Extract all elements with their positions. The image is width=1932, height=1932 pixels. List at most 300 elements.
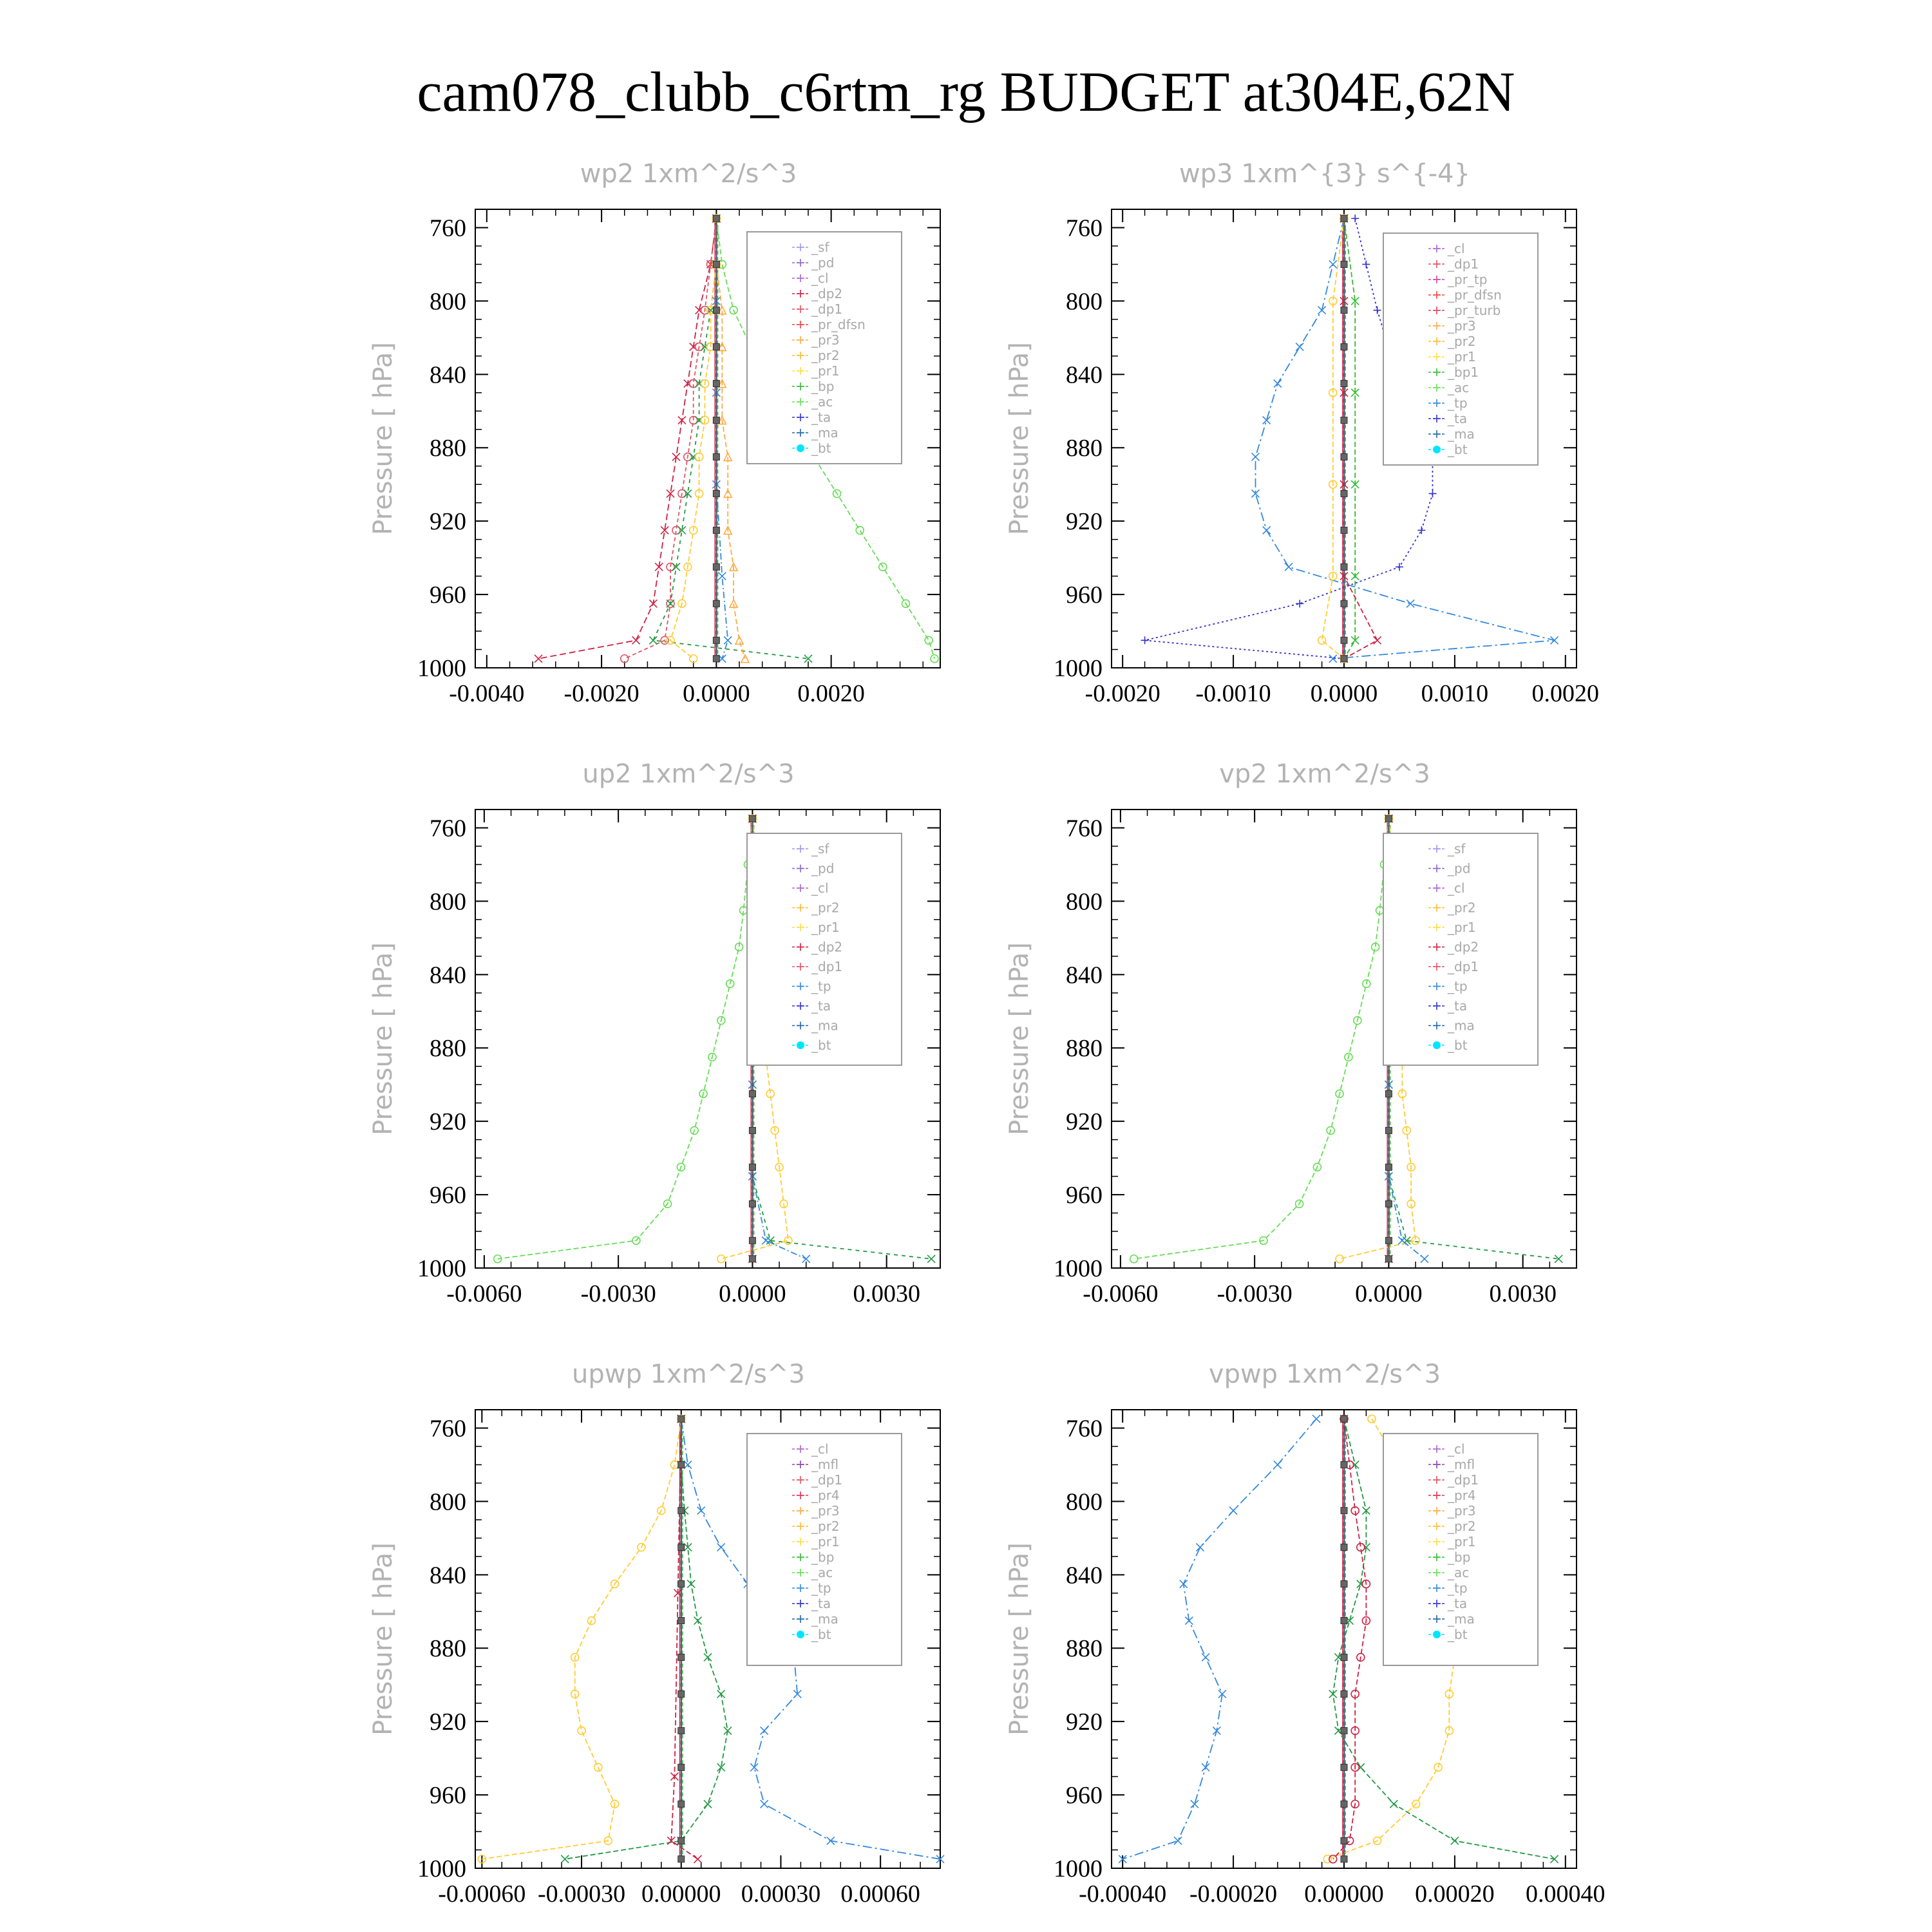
- data-point: [621, 655, 629, 663]
- series-line: [538, 218, 716, 659]
- series-dp1: [494, 815, 757, 1263]
- legend-label: _ma: [811, 425, 838, 440]
- legend: [1383, 833, 1538, 1065]
- series-line: [625, 218, 717, 659]
- data-point: [1318, 307, 1326, 314]
- series-bp: [561, 1415, 732, 1863]
- legend-label: _pr_tp: [1448, 272, 1488, 287]
- legend: [747, 1434, 902, 1665]
- data-point: [1406, 600, 1414, 607]
- series-dp1: [1130, 815, 1393, 1263]
- legend-marker: [797, 444, 804, 452]
- legend-label: _ma: [1448, 1018, 1475, 1034]
- legend-label: _ta: [1448, 1596, 1468, 1611]
- data-point: [1341, 417, 1347, 424]
- data-point: [1263, 417, 1271, 424]
- data-point: [749, 1090, 755, 1097]
- legend-label: _ma: [1448, 1611, 1475, 1627]
- legend-label: _ta: [811, 998, 831, 1014]
- data-point: [1336, 1255, 1343, 1263]
- x-tick-label: -0.00030: [537, 1880, 626, 1908]
- legend-label: _pr2: [811, 348, 840, 363]
- legend-label: _dp1: [811, 959, 843, 974]
- series-dp1: [1340, 214, 1381, 663]
- x-tick-label: 0.00000: [641, 1880, 721, 1908]
- y-tick-label: 960: [1066, 1782, 1103, 1810]
- data-point: [678, 1618, 685, 1624]
- y-tick-label: 880: [430, 1035, 466, 1063]
- data-point: [1351, 214, 1359, 222]
- x-tick-label: -0.0040: [449, 680, 525, 707]
- legend-label: _sf: [811, 841, 829, 857]
- data-point: [667, 600, 674, 607]
- data-point: [713, 215, 719, 222]
- data-point: [1251, 453, 1259, 460]
- data-point: [704, 1800, 712, 1808]
- legend-label: _mfl: [1448, 1457, 1475, 1472]
- data-point: [761, 1727, 768, 1734]
- data-point: [927, 1255, 935, 1263]
- data-point: [749, 1164, 755, 1170]
- series-bt: [1341, 215, 1347, 662]
- legend-label: _ma: [1448, 426, 1475, 442]
- legend-label: _bt: [811, 1037, 831, 1053]
- data-point: [704, 1653, 712, 1661]
- series-bt: [678, 1416, 685, 1862]
- y-tick-label: 960: [1066, 1182, 1103, 1209]
- legend-label: _pr1: [1448, 349, 1476, 365]
- data-point: [678, 1837, 685, 1844]
- legend-label: _tp: [811, 978, 831, 994]
- y-tick-label: 840: [430, 361, 466, 389]
- data-point: [1341, 215, 1347, 222]
- data-point: [1341, 1654, 1347, 1660]
- legend-label: _cl: [1448, 1441, 1465, 1457]
- legend-label: _tp: [1448, 978, 1468, 994]
- data-point: [802, 1255, 810, 1263]
- legend-label: _dp1: [811, 301, 843, 317]
- y-tick-label: 1000: [1054, 1255, 1103, 1282]
- data-point: [678, 1764, 685, 1770]
- data-point: [718, 573, 726, 580]
- data-point: [1417, 526, 1425, 534]
- y-tick-label: 880: [430, 435, 466, 462]
- y-tick-label: 800: [1066, 1488, 1103, 1516]
- data-point: [1296, 343, 1303, 351]
- y-tick-label: 800: [1066, 888, 1103, 916]
- legend-label: _ac: [811, 1565, 833, 1580]
- y-tick-label: 960: [430, 1782, 466, 1810]
- y-tick-label: 920: [430, 1709, 466, 1736]
- data-point: [1385, 815, 1392, 822]
- data-point: [750, 1763, 758, 1771]
- legend-label: _pr1: [811, 1534, 840, 1549]
- legend-label: _dp1: [811, 1472, 843, 1488]
- panel-upwp: [368, 1359, 944, 1908]
- panel-title: upwp 1xm^2/s^3: [572, 1359, 805, 1389]
- legend-marker: [1433, 1631, 1441, 1638]
- y-tick-label: 880: [1066, 435, 1103, 462]
- y-tick-label: 800: [430, 288, 466, 316]
- y-tick-label: 960: [430, 1182, 466, 1209]
- y-tick-label: 800: [430, 888, 466, 916]
- legend-label: _ac: [1448, 380, 1470, 395]
- data-point: [1229, 1507, 1237, 1515]
- x-tick-label: 0.0000: [683, 680, 750, 707]
- legend-label: _pr2: [1448, 334, 1476, 349]
- data-point: [1341, 1690, 1347, 1697]
- x-tick-label: -0.0020: [564, 680, 639, 707]
- series-line: [671, 1419, 697, 1859]
- legend-label: _bp: [811, 379, 835, 394]
- data-point: [713, 344, 719, 350]
- data-point: [678, 1544, 685, 1551]
- legend-label: _bp: [811, 1549, 835, 1565]
- y-axis-label: Pressure [ hPa]: [368, 1542, 398, 1736]
- data-point: [678, 1416, 685, 1422]
- legend-marker: [797, 1631, 804, 1638]
- legend-label: _pr3: [811, 332, 840, 348]
- legend-label: _pd: [811, 860, 835, 876]
- legend-label: _ta: [1448, 998, 1468, 1014]
- data-point: [713, 417, 719, 424]
- legend-label: _cl: [811, 1441, 829, 1457]
- data-point: [632, 636, 640, 644]
- legend-marker: [1433, 446, 1441, 453]
- data-point: [1385, 1090, 1392, 1097]
- legend-label: _pr2: [1448, 1519, 1476, 1534]
- y-axis-label: Pressure [ hPa]: [368, 342, 398, 535]
- series-line: [498, 819, 753, 1259]
- x-tick-label: -0.00020: [1189, 1880, 1278, 1908]
- y-tick-label: 760: [1066, 214, 1103, 242]
- data-point: [749, 1127, 755, 1133]
- data-point: [678, 1508, 685, 1514]
- data-point: [1341, 1461, 1347, 1468]
- data-point: [678, 1654, 685, 1660]
- series-dp1: [667, 1415, 701, 1863]
- legend-label: _bt: [1448, 1037, 1468, 1053]
- legend-label: _pr3: [811, 1503, 840, 1519]
- data-point: [1274, 1461, 1282, 1468]
- legend-label: _bt: [1448, 1627, 1468, 1642]
- legend-label: _ma: [811, 1611, 838, 1627]
- data-point: [649, 636, 657, 644]
- y-tick-label: 1000: [417, 1255, 466, 1282]
- data-point: [717, 1544, 725, 1551]
- panel-wp3: [1005, 159, 1599, 707]
- data-point: [1396, 563, 1403, 571]
- y-tick-label: 1000: [1054, 655, 1103, 682]
- legend-label: _dp2: [811, 286, 843, 301]
- legend-label: _ma: [811, 1018, 838, 1034]
- data-point: [925, 636, 933, 644]
- legend-label: _bt: [811, 1627, 831, 1642]
- legend-label: _ac: [811, 394, 833, 410]
- legend-marker: [1433, 1041, 1441, 1049]
- series-line: [565, 1419, 728, 1859]
- legend-label: _pd: [1448, 860, 1471, 876]
- data-point: [1390, 1800, 1397, 1808]
- legend: [747, 833, 902, 1065]
- data-point: [1341, 1618, 1347, 1624]
- legend-label: _pr2: [811, 900, 840, 916]
- series-dp1: [1329, 1415, 1370, 1863]
- data-point: [1341, 307, 1347, 314]
- data-point: [1341, 1801, 1347, 1807]
- y-axis-label: Pressure [ hPa]: [368, 942, 398, 1135]
- legend-label: _cl: [1448, 880, 1465, 896]
- data-point: [1341, 600, 1347, 607]
- x-tick-label: -0.00040: [1079, 1880, 1167, 1908]
- series-line: [1344, 218, 1378, 659]
- data-point: [678, 1690, 685, 1697]
- data-point: [713, 261, 719, 267]
- legend-label: _tp: [1448, 1580, 1468, 1596]
- legend-label: _pr1: [811, 920, 840, 935]
- legend-label: _pr1: [811, 363, 840, 379]
- legend-label: _pr1: [1448, 920, 1476, 935]
- y-axis-label: Pressure [ hPa]: [1005, 1542, 1034, 1736]
- legend-marker: [797, 1041, 804, 1049]
- y-tick-label: 840: [1066, 961, 1103, 989]
- y-tick-label: 800: [430, 1488, 466, 1516]
- y-tick-label: 960: [430, 582, 466, 609]
- panel-up2: [368, 759, 940, 1307]
- data-point: [1341, 1508, 1347, 1514]
- series-tp: [1119, 1415, 1320, 1863]
- data-point: [1191, 1800, 1198, 1808]
- data-point: [1285, 563, 1293, 571]
- data-point: [1374, 307, 1381, 314]
- y-tick-label: 1000: [417, 1855, 466, 1882]
- y-tick-label: 920: [430, 1108, 466, 1136]
- legend-label: _cl: [1448, 241, 1465, 256]
- data-point: [1341, 381, 1347, 387]
- panel-title: up2 1xm^2/s^3: [582, 759, 795, 789]
- legend-label: _pr1: [1448, 1534, 1476, 1549]
- x-tick-label: 0.0010: [1421, 680, 1489, 707]
- legend-label: _bp1: [1448, 365, 1479, 380]
- data-point: [678, 1856, 685, 1862]
- data-point: [1341, 656, 1347, 662]
- y-tick-label: 1000: [1054, 1855, 1103, 1882]
- data-point: [1341, 453, 1347, 460]
- data-point: [713, 600, 719, 607]
- data-point: [1429, 489, 1437, 497]
- panel-title: vp2 1xm^2/s^3: [1219, 759, 1430, 789]
- data-point: [1341, 344, 1347, 350]
- legend-label: _sf: [1448, 841, 1466, 857]
- panel-vp2: [1005, 759, 1577, 1307]
- x-tick-label: -0.0020: [1084, 680, 1160, 707]
- data-point: [1385, 1127, 1392, 1133]
- y-tick-label: 760: [430, 1415, 466, 1443]
- y-tick-label: 880: [1066, 1635, 1103, 1663]
- series-line: [482, 1419, 681, 1859]
- y-tick-label: 880: [430, 1635, 466, 1663]
- legend-label: _pr_dfsn: [811, 317, 866, 332]
- series-bt: [1341, 1416, 1347, 1862]
- data-point: [762, 1236, 770, 1244]
- data-point: [713, 637, 719, 643]
- data-point: [678, 1727, 685, 1734]
- data-point: [1551, 636, 1558, 644]
- legend-label: _ta: [1448, 411, 1468, 426]
- data-point: [1341, 261, 1347, 267]
- data-point: [724, 636, 732, 644]
- data-point: [1341, 564, 1347, 570]
- y-tick-label: 760: [1066, 1415, 1103, 1443]
- x-tick-label: 0.00020: [1415, 1880, 1495, 1908]
- legend-label: _bp: [1448, 1549, 1471, 1565]
- y-tick-label: 840: [430, 961, 466, 989]
- data-point: [856, 526, 864, 534]
- data-point: [1341, 1837, 1347, 1844]
- legend-label: _sf: [811, 240, 829, 255]
- x-tick-label: 0.00040: [1526, 1880, 1605, 1908]
- y-tick-label: 920: [430, 508, 466, 536]
- x-tick-label: 0.0020: [1531, 680, 1600, 707]
- legend-label: _pr3: [1448, 1503, 1476, 1519]
- data-point: [697, 1507, 705, 1515]
- legend-label: _pr3: [1448, 318, 1476, 334]
- x-tick-label: 0.00000: [1304, 1880, 1384, 1908]
- legend-label: _pr2: [1448, 900, 1476, 916]
- data-point: [1341, 1581, 1347, 1587]
- x-tick-label: 0.0000: [719, 1280, 786, 1307]
- y-tick-label: 840: [1066, 361, 1103, 389]
- series-pr1: [478, 1415, 685, 1863]
- legend-label: _pr_dfsn: [1448, 287, 1502, 303]
- legend-label: _cl: [811, 880, 829, 896]
- series-dp1: [621, 214, 721, 663]
- x-tick-label: -0.0030: [580, 1280, 656, 1307]
- data-point: [713, 564, 719, 570]
- data-point: [761, 1800, 768, 1808]
- y-axis-label: Pressure [ hPa]: [1005, 342, 1034, 535]
- data-point: [713, 490, 719, 497]
- data-point: [713, 381, 719, 387]
- data-point: [1341, 1856, 1347, 1862]
- x-tick-label: 0.0000: [1310, 680, 1378, 707]
- y-tick-label: 880: [1066, 1035, 1103, 1063]
- y-tick-label: 840: [430, 1562, 466, 1589]
- legend-label: _dp1: [1448, 1472, 1479, 1488]
- legend-label: _dp1: [1448, 959, 1479, 974]
- data-point: [1385, 1256, 1392, 1262]
- legend-label: _dp1: [1448, 256, 1479, 272]
- x-tick-label: 0.0020: [797, 680, 865, 707]
- legend-label: _dp2: [1448, 939, 1479, 955]
- data-point: [1141, 636, 1149, 644]
- series-line: [1322, 218, 1344, 659]
- data-point: [717, 1255, 725, 1263]
- y-tick-label: 760: [430, 815, 466, 842]
- data-point: [1341, 527, 1347, 533]
- data-point: [749, 815, 755, 822]
- x-tick-label: 0.00060: [840, 1880, 920, 1908]
- legend-label: _tp: [1448, 395, 1468, 411]
- legend-label: _dp2: [811, 939, 843, 955]
- legend-label: _pr2: [811, 1519, 840, 1534]
- x-tick-label: -0.0030: [1217, 1280, 1293, 1307]
- legend-label: _ac: [1448, 1565, 1470, 1580]
- data-point: [1341, 1764, 1347, 1770]
- y-tick-label: 1000: [417, 655, 466, 682]
- data-point: [1202, 1763, 1209, 1771]
- y-tick-label: 800: [1066, 288, 1103, 316]
- data-point: [678, 1461, 685, 1468]
- data-point: [690, 655, 697, 663]
- data-point: [713, 656, 719, 662]
- data-point: [1362, 260, 1370, 268]
- figure-title: cam078_clubb_c6rtm_rg BUDGET at304E,62N: [417, 61, 1515, 124]
- panel-vpwp: [1005, 1359, 1605, 1908]
- data-point: [713, 527, 719, 533]
- x-tick-label: -0.0060: [446, 1280, 522, 1307]
- y-tick-label: 920: [1066, 1709, 1103, 1736]
- y-tick-label: 920: [1066, 508, 1103, 536]
- x-tick-label: -0.0060: [1083, 1280, 1159, 1307]
- data-point: [678, 1801, 685, 1807]
- legend: [1383, 1434, 1538, 1665]
- legend-label: _bt: [811, 440, 831, 456]
- data-point: [678, 1581, 685, 1587]
- y-tick-label: 760: [1066, 815, 1103, 842]
- series-dp2: [535, 214, 720, 663]
- data-point: [1385, 1164, 1392, 1170]
- data-point: [1274, 380, 1282, 388]
- data-point: [1385, 1200, 1392, 1207]
- series-line: [1333, 1419, 1367, 1859]
- data-point: [1263, 526, 1271, 534]
- x-tick-label: 0.00030: [741, 1880, 821, 1908]
- x-tick-label: 0.0030: [1489, 1280, 1557, 1307]
- legend-label: _pd: [811, 255, 835, 270]
- legend-label: _pr_turb: [1448, 303, 1501, 318]
- legend-label: _cl: [811, 270, 829, 286]
- data-point: [1374, 636, 1381, 644]
- legend-label: _bt: [1448, 442, 1468, 457]
- data-point: [1341, 1416, 1347, 1422]
- data-point: [1296, 600, 1303, 607]
- data-point: [1202, 1653, 1209, 1661]
- legend: [747, 232, 902, 464]
- data-point: [713, 307, 719, 314]
- data-point: [1385, 1237, 1392, 1244]
- legend-label: _pr4: [811, 1488, 840, 1503]
- legend-label: _ta: [811, 1596, 831, 1611]
- data-point: [1329, 260, 1337, 268]
- legend-label: _mfl: [811, 1457, 839, 1472]
- series-line: [1134, 819, 1389, 1259]
- panel-title: wp2 1xm^2/s^3: [580, 159, 797, 189]
- data-point: [1197, 1544, 1204, 1551]
- legend-label: _pr4: [1448, 1488, 1476, 1503]
- legend: [1383, 233, 1538, 465]
- data-point: [1312, 1415, 1320, 1423]
- series-line: [670, 218, 716, 659]
- legend-label: _ta: [811, 410, 831, 425]
- data-point: [1341, 490, 1347, 497]
- x-tick-label: 0.0030: [853, 1280, 920, 1307]
- series-ac: [712, 214, 732, 663]
- panel-title: wp3 1xm^{3} s^{-4}: [1179, 159, 1471, 189]
- x-tick-label: 0.0000: [1355, 1280, 1423, 1307]
- panel-wp2: [368, 159, 940, 707]
- y-tick-label: 920: [1066, 1108, 1103, 1136]
